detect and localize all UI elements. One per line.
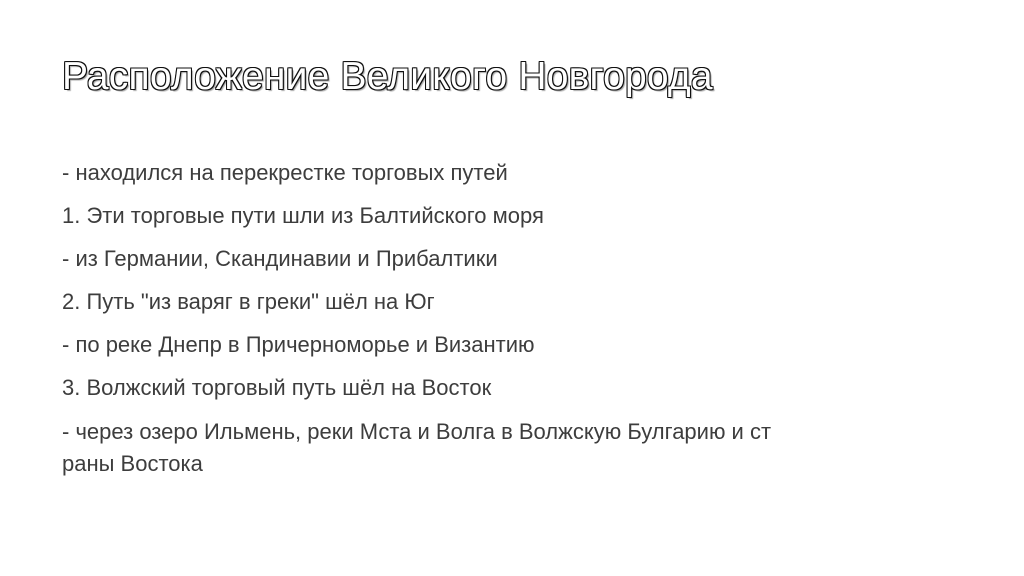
body-line: 2. Путь "из варяг в греки" шёл на Юг	[62, 289, 435, 314]
body-line: - через озеро Ильмень, реки Мста и Волга в Волжскую Булгарию и страны Востока	[62, 419, 772, 476]
body-line: 1. Эти торговые пути шли из Балтийского моря	[62, 203, 544, 228]
slide-body	[62, 158, 962, 493]
body-line: - по реке Днепр в Причерноморье и Византию	[62, 332, 535, 357]
body-line: - из Германии, Скандинавии и Прибалтики	[62, 246, 498, 271]
body-line: 3. Волжский торговый путь шёл на Восток	[62, 375, 492, 400]
slide-title: Расположение Великого Новгорода	[62, 55, 713, 98]
body-line: - находился на перекрестке торговых путей	[62, 160, 508, 185]
